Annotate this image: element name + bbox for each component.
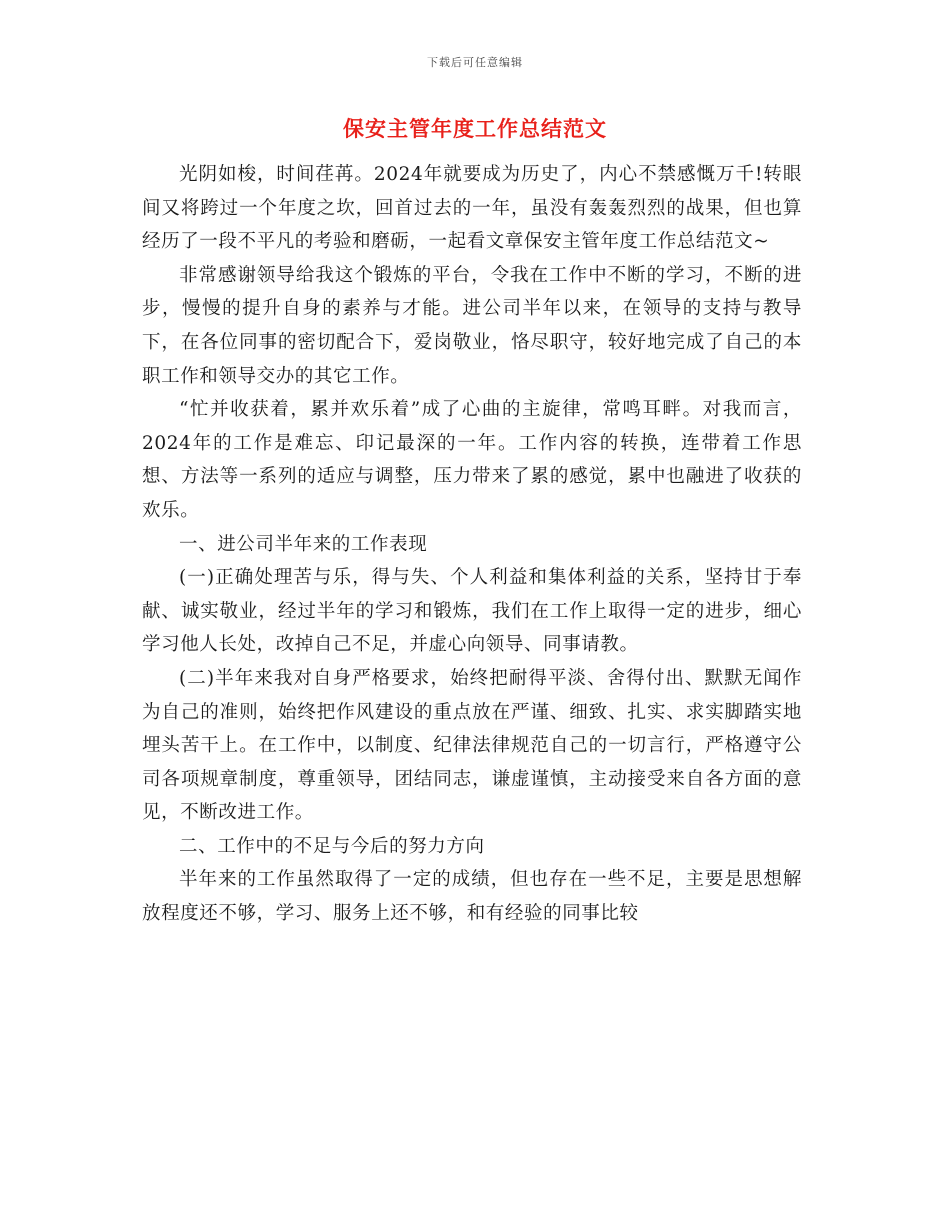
document-title: 保安主管年度工作总结范文 xyxy=(343,117,607,141)
paragraph-item-2: (二)半年来我对自身严格要求，始终把耐得平淡、舍得付出、默默无闻作为自己的准则，始终把作风建设的重点放在严谨、细致、扎实、求实脚踏实地埋头苦干上。在工作中，以制度、纪律法律规范自己的一切言行，严格遵守公司各项规章制度，尊重领导，团结同志，谦虚谨慎，主动接受来自各方面的意见，不断改进工作。 xyxy=(142,667,802,824)
paragraph-shortcomings: 半年来的工作虽然取得了一定的成绩，但也存在一些不足，主要是思想解放程度还不够，学习、服务上还不够，和有经验的同事比较 xyxy=(142,869,802,925)
document-body xyxy=(142,158,802,931)
paragraph-thanks: 非常感谢领导给我这个锻炼的平台，令我在工作中不断的学习，不断的进步，慢慢的提升自身的素养与才能。进公司半年以来，在领导的支持与教导下，在各位同事的密切配合下，爱岗敬业，恪尽职守，较好地完成了自己的本职工作和领导交办的其它工作。 xyxy=(142,264,802,387)
paragraph-summary: “忙并收获着，累并欢乐着”成了心曲的主旋律，常鸣耳畔。对我而言，2024年的工作是难忘、印记最深的一年。工作内容的转换，连带着工作思想、方法等一系列的适应与调整，压力带来了累的感觉，累中也融进了收获的欢乐。 xyxy=(142,399,802,521)
section-heading-1: 一、进公司半年来的工作表现 xyxy=(179,533,428,555)
paragraph-item-1: (一)正确处理苦与乐，得与失、个人利益和集体利益的关系，坚持甘于奉献、诚实敬业，经过半年的学习和锻炼，我们在工作上取得一定的进步，细心学习他人长处，改掉自己不足，并虚心向领导、同事请教。 xyxy=(142,567,802,656)
header-note: 下载后可任意编辑 xyxy=(427,56,523,69)
paragraph-intro: 光阴如梭，时间荏苒。2024年就要成为历史了，内心不禁感慨万千!转眼间又将跨过一个年度之坎，回首过去的一年，虽没有轰轰烈烈的战果，但也算经历了一段不平凡的考验和磨砺，一起看文章保安主管年度工作总结范文~ xyxy=(142,164,802,253)
section-heading-2: 二、工作中的不足与今后的努力方向 xyxy=(179,835,485,857)
